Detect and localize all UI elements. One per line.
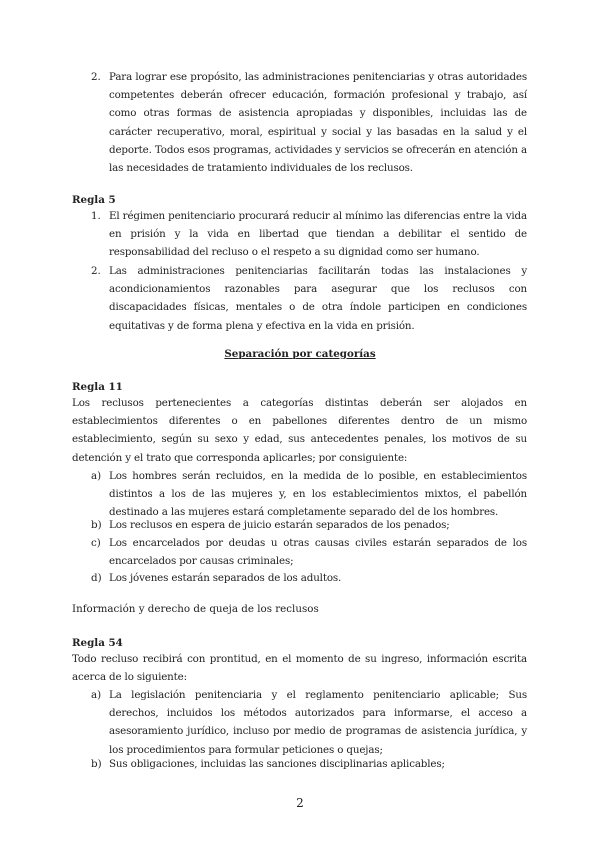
list-label: b) [91,758,102,770]
list-item-text: Sus obligaciones, incluidas las sanciones disciplinarias aplicables; [109,758,445,770]
list-item-text: Los encarcelados por deudas u otras causas civiles estarán separados de los encarcelados por causas criminales; [109,537,527,568]
list-item-text: Los reclusos en espera de juicio estarán separados de los penados; [109,519,450,531]
list-item-text: Los jóvenes estarán separados de los adultos. [109,572,342,584]
rule-heading: Regla 54 [72,637,123,649]
page-number: 2 [296,796,304,810]
rule-heading: Regla 11 [72,381,123,393]
list-label: b) [91,519,102,531]
paragraph: Los reclusos pertenecientes a categorías distintas deberán ser alojados en establecimientos diferentes o en pabellones diferentes dentro de un mismo establecimiento, según su sexo y edad, sus antecedentes penales, los motivos de su detención y el trato que corresponda aplicarles; por consiguiente: [72,397,527,464]
list-item-text: Los hombres serán recluidos, en la medida de lo posible, en establecimientos distintos a los de las mujeres y, en los establecimientos mixtos, el pabellón destinado a las mujeres estará completamente separado del de los hombres. [109,470,527,519]
list-item-text: Para lograr ese propósito, las administraciones penitenciarias y otras autoridades competentes deberán ofrecer educación, formación profesional y trabajo, así como otras formas de asistencia apropiadas y disponibles, incluidas las de carácter recuperativo, moral, espiritual y social y las basadas en la salud y el deporte. Todos esos programas, actividades y servicios se ofrecerán en atención a las necesidades de tratamiento individuales de los reclusos. [109,71,527,175]
list-label: d) [91,572,102,584]
list-number: 1. [91,210,101,222]
list-item-text: Las administraciones penitenciarias facilitarán todas las instalaciones y acondicionamientos razonables para asegurar que los reclusos con discapacidades físicas, mentales o de otra índole participen en condiciones equitativas y de forma plena y efectiva en la vida en prisión. [109,265,527,332]
list-label: a) [91,689,102,701]
list-label: a) [91,470,102,482]
list-number: 2. [91,265,101,277]
rule-heading: Regla 5 [72,194,116,206]
list-item-text: La legislación penitenciaria y el reglamento penitenciario aplicable; Sus derechos, incluidos los métodos autorizados para informarse, el acceso a asesoramiento jurídico, incluso por medio de programas de asistencia jurídica, y los procedimientos para formular peticiones o quejas; [109,689,527,756]
list-item-text: El régimen penitenciario procurará reducir al mínimo las diferencias entre la vida en prisión y la vida en libertad que tiendan a debilitar el sentido de responsabilidad del recluso o el respeto a su dignidad como ser humano. [109,210,527,259]
list-label: c) [91,537,101,549]
subsection-title: Información y derecho de queja de los reclusos [72,603,319,615]
list-number: 2. [91,71,101,83]
paragraph: Todo recluso recibirá con prontitud, en el momento de su ingreso, información escrita acerca de lo siguiente: [72,653,527,684]
section-title: Separación por categorías [224,348,376,360]
